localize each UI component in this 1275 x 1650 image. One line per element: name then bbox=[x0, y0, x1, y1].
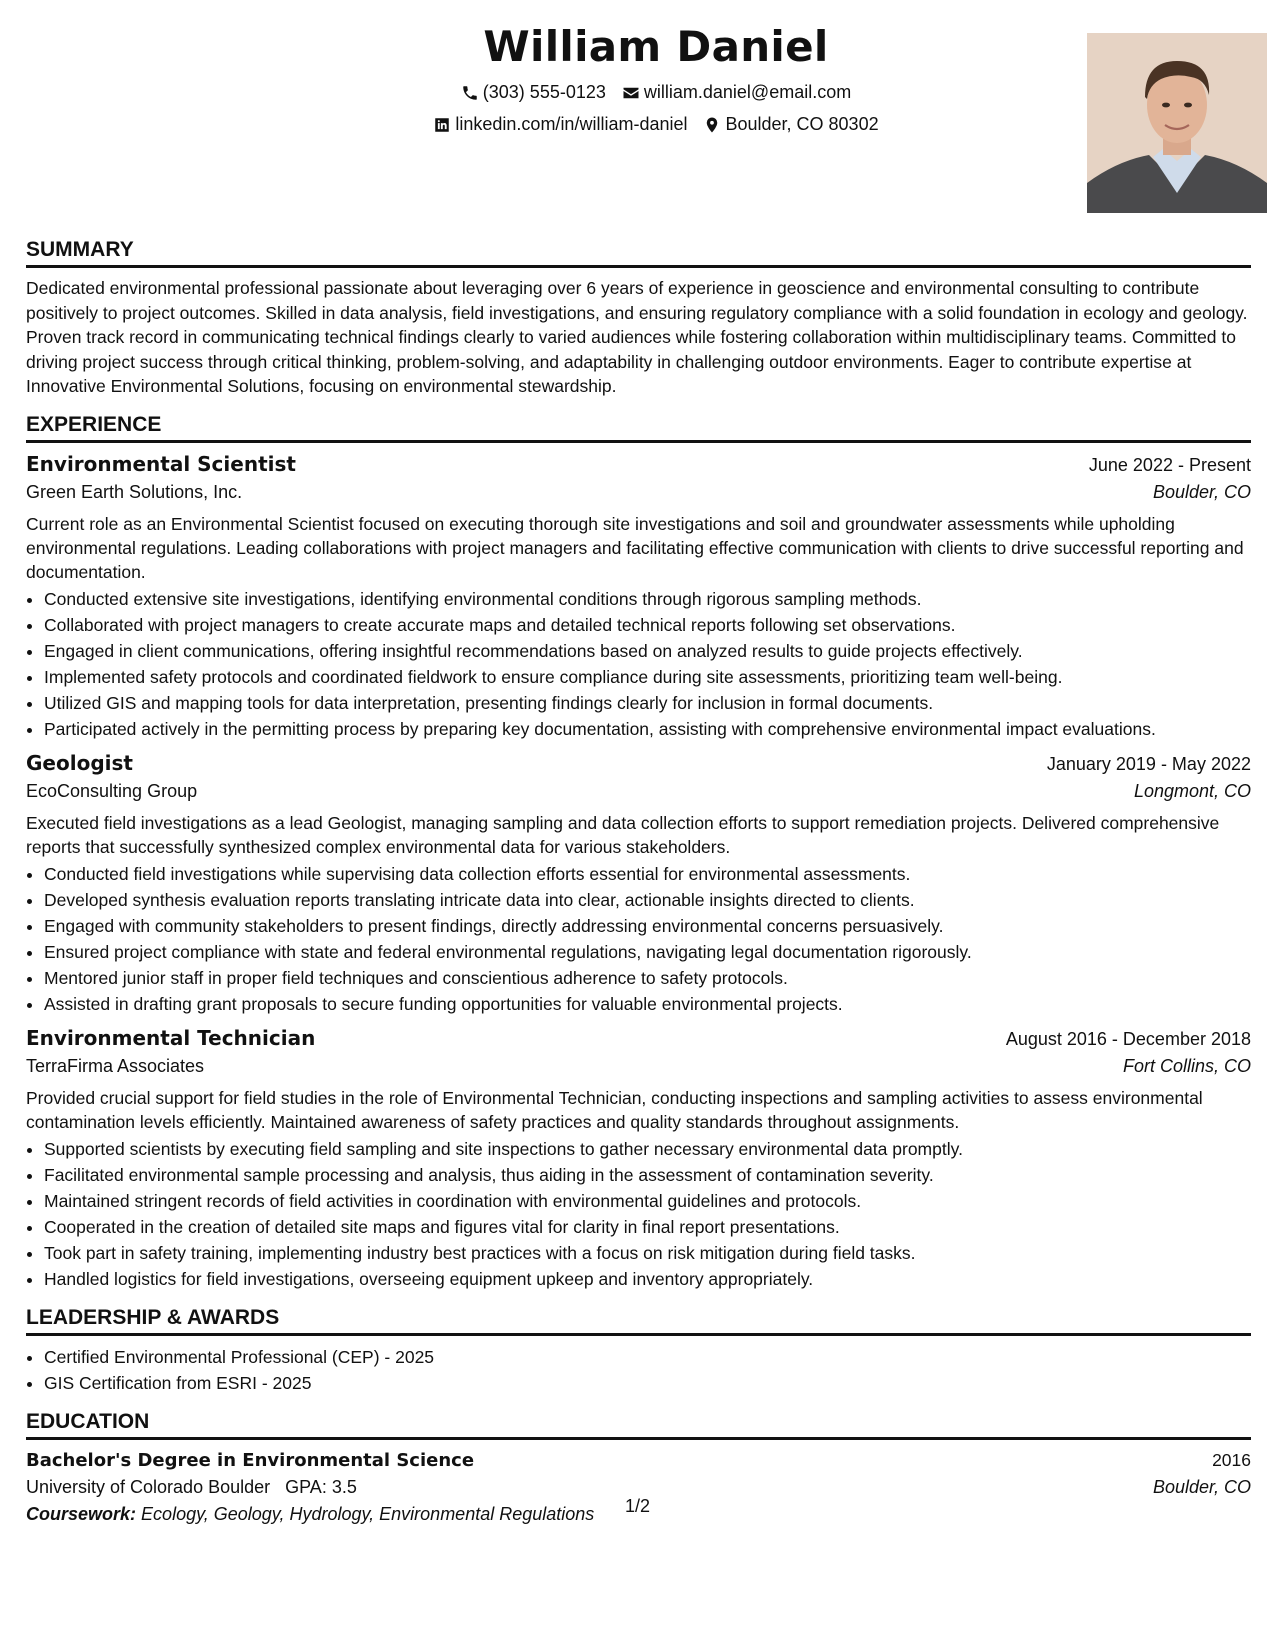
page-number: 1/2 bbox=[624, 1496, 651, 1516]
bullet-item: • Maintained stringent records of field activities in coordination with environmental guidelines and protocols. bbox=[44, 1188, 1251, 1214]
bullet-item: • Engaged with community stakeholders to present findings, directly addressing environmental concerns persuasively. bbox=[44, 913, 1251, 939]
linkedin-contact[interactable] bbox=[433, 114, 687, 135]
job-bullets bbox=[26, 586, 1251, 742]
bullet-item: • Conducted extensive site investigations, identifying environmental conditions through rigorous sampling methods. bbox=[44, 586, 1251, 612]
job-description: Executed field investigations as a lead Geologist, managing sampling and data collection efforts to support remediation projects. Delivered comprehensive reports that successfully synthesized complex environmental data for various stakeholders. bbox=[26, 812, 1220, 857]
job-company: Green Earth Solutions, Inc. bbox=[26, 481, 243, 502]
job-bullets bbox=[26, 861, 1251, 1017]
job-company: EcoConsulting Group bbox=[26, 780, 198, 801]
experience-heading: EXPERIENCE bbox=[26, 413, 1251, 443]
bullet-item: • Collaborated with project managers to create accurate maps and detailed technical reports following set observations. bbox=[44, 612, 1251, 638]
leadership-list bbox=[26, 1344, 1251, 1396]
location-text: Boulder, CO 80302 bbox=[725, 114, 879, 134]
award-item: • GIS Certification from ESRI - 2025 bbox=[44, 1370, 1251, 1396]
linkedin-icon bbox=[433, 116, 451, 134]
bullet-item: • Engaged in client communications, offering insightful recommendations based on analyzed results to guide projects effectively. bbox=[44, 638, 1251, 664]
education-heading: EDUCATION bbox=[26, 1410, 1251, 1440]
phone-contact bbox=[461, 82, 606, 103]
candidate-name: William Daniel bbox=[483, 22, 829, 71]
award-item: • Certified Environmental Professional (CEP) - 2025 bbox=[44, 1344, 1251, 1370]
school-line bbox=[26, 1477, 357, 1498]
bullet-item: • Participated actively in the permitting process by preparing key documentation, assisting with comprehensive environmental impact evaluations. bbox=[44, 716, 1251, 742]
email-contact[interactable] bbox=[622, 82, 851, 103]
job-entry bbox=[26, 452, 1251, 742]
bullet-item: • Developed synthesis evaluation reports translating intricate data into clear, actionable insights directed to clients. bbox=[44, 887, 1251, 913]
profile-photo bbox=[1087, 33, 1267, 213]
map-pin-icon bbox=[703, 116, 721, 134]
job-location: Longmont, CO bbox=[1133, 780, 1251, 801]
job-title: Environmental Scientist bbox=[26, 451, 296, 476]
phone-icon bbox=[461, 84, 479, 102]
graduation-year: 2016 bbox=[1212, 1449, 1251, 1470]
job-dates: August 2016 - December 2018 bbox=[1005, 1028, 1251, 1049]
linkedin-text: linkedin.com/in/william-daniel bbox=[455, 114, 688, 134]
job-bullets bbox=[26, 1136, 1251, 1292]
envelope-icon bbox=[622, 84, 640, 102]
location-contact bbox=[703, 114, 878, 135]
job-dates: January 2019 - May 2022 bbox=[1046, 753, 1251, 774]
coursework-label: Coursework: bbox=[26, 1503, 137, 1524]
job-entry bbox=[26, 751, 1251, 1017]
bullet-item: • Supported scientists by executing field sampling and site inspections to gather necessary environmental data promptly. bbox=[44, 1136, 1251, 1162]
email-text: william.daniel@email.com bbox=[643, 82, 852, 102]
job-description: Current role as an Environmental Scientist focused on executing thorough site investigations and soil and groundwater assessments while upholding environmental regulations. Leading collaborations with project managers and facilitating effective communication with clients to drive successful reporting and documentation. bbox=[26, 513, 1244, 582]
bullet-item: • Ensured project compliance with state and federal environmental regulations, navigating legal documentation rigorously. bbox=[44, 939, 1251, 965]
school-location: Boulder, CO bbox=[1152, 1476, 1251, 1497]
bullet-item: • Utilized GIS and mapping tools for data interpretation, presenting findings clearly for inclusion in formal documents. bbox=[44, 690, 1251, 716]
resume-header bbox=[26, 18, 1251, 228]
job-company: TerraFirma Associates bbox=[26, 1055, 205, 1076]
bullet-item: • Assisted in drafting grant proposals to secure funding opportunities for valuable environmental projects. bbox=[44, 991, 1251, 1017]
bullet-item: • Handled logistics for field investigations, overseeing equipment upkeep and inventory appropriately. bbox=[44, 1266, 1251, 1292]
degree-title: Bachelor's Degree in Environmental Science bbox=[26, 1449, 475, 1471]
portrait-image bbox=[1087, 33, 1267, 213]
bullet-item: • Took part in safety training, implementing industry best practices with a focus on risk mitigation during field tasks. bbox=[44, 1240, 1251, 1266]
school-name: University of Colorado Boulder bbox=[26, 1476, 271, 1497]
bullet-item: • Mentored junior staff in proper field techniques and conscientious adherence to safety protocols. bbox=[44, 965, 1251, 991]
phone-text: (303) 555-0123 bbox=[482, 82, 606, 102]
bullet-item: • Cooperated in the creation of detailed site maps and figures vital for clarity in final report presentations. bbox=[44, 1214, 1251, 1240]
bullet-item: • Conducted field investigations while supervising data collection efforts essential for environmental assessments. bbox=[44, 861, 1251, 887]
bullet-item: • Facilitated environmental sample processing and analysis, thus aiding in the assessment of contamination severity. bbox=[44, 1162, 1251, 1188]
resume-page bbox=[26, 18, 1251, 1525]
job-title: Geologist bbox=[26, 750, 133, 775]
job-title: Environmental Technician bbox=[26, 1025, 316, 1050]
gpa-text: GPA: 3.5 bbox=[285, 1476, 357, 1497]
job-description: Provided crucial support for field studies in the role of Environmental Technician, conducting inspections and sampling activities to assess environmental contamination levels efficiently. Maintained awareness of safety practices and quality standards throughout assignments. bbox=[26, 1087, 1203, 1132]
coursework-text: Ecology, Geology, Hydrology, Environmental Regulations bbox=[141, 1503, 595, 1524]
job-location: Fort Collins, CO bbox=[1122, 1055, 1251, 1076]
job-location: Boulder, CO bbox=[1152, 481, 1251, 502]
summary-heading: SUMMARY bbox=[26, 238, 1251, 268]
job-dates: June 2022 - Present bbox=[1088, 454, 1251, 475]
job-entry bbox=[26, 1026, 1251, 1292]
bullet-item: • Implemented safety protocols and coordinated fieldwork to ensure compliance during site assessments, prioritizing team well-being. bbox=[44, 664, 1251, 690]
leadership-heading: LEADERSHIP & AWARDS bbox=[26, 1306, 1251, 1336]
summary-text: Dedicated environmental professional passionate about leveraging over 6 years of experience in geoscience and environmental consulting to contribute positively to project outcomes. Skilled in data analysis, field investigations, and ensuring regulatory compliance with a solid foundation in ecology and geology. Proven track record in communicating technical findings clearly to varied audiences while fostering collaboration within multidisciplinary teams. Committed to driving project success through critical thinking, problem-solving, and adaptability in challenging outdoor environments. Eager to contribute expertise at Innovative Environmental Solutions, focusing on environmental stewardship. bbox=[26, 278, 1248, 396]
